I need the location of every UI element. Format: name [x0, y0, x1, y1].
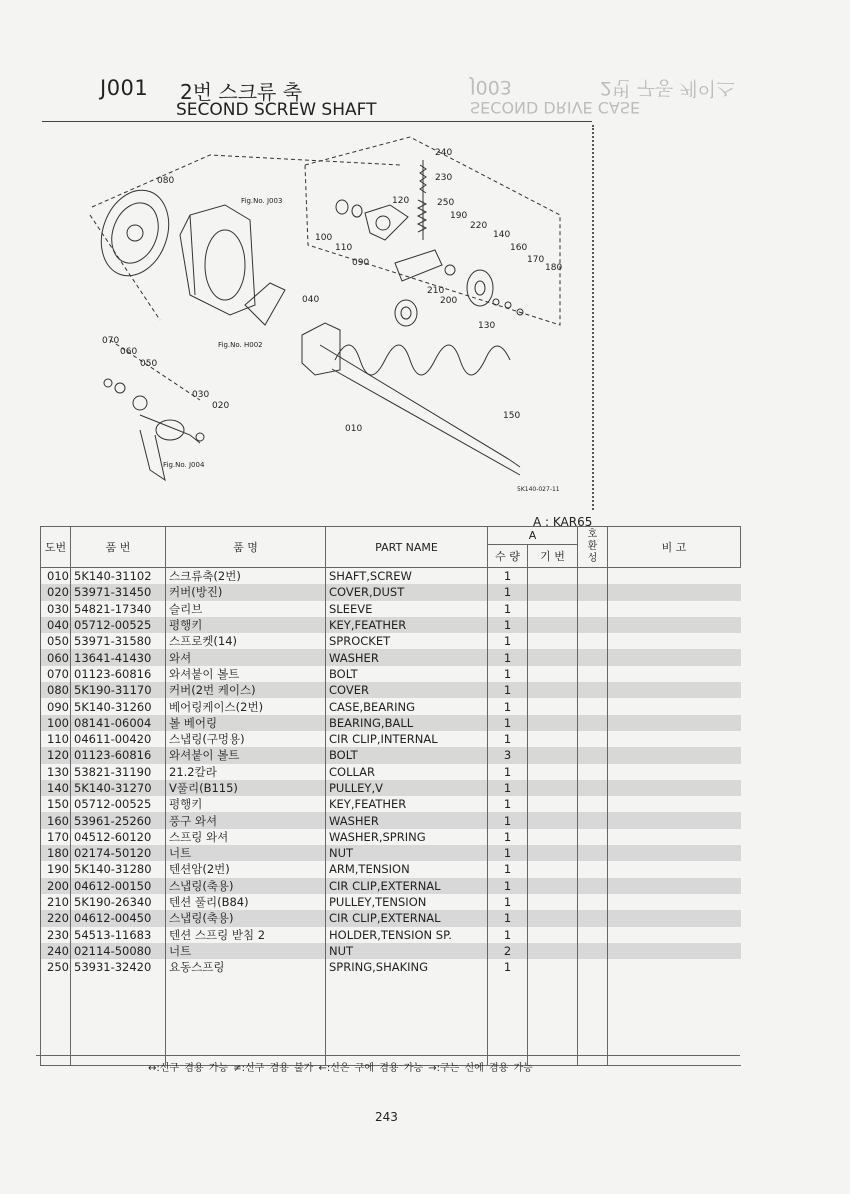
row-remarks: [608, 812, 741, 828]
row-part-name: KEY,FEATHER: [326, 796, 488, 812]
row-qty: 1: [488, 910, 528, 926]
callout-100: 100: [315, 233, 333, 243]
row-no: 230: [41, 927, 71, 943]
row-part-name: CASE,BEARING: [326, 698, 488, 714]
row-base: [528, 731, 578, 747]
row-qty: 1: [488, 894, 528, 910]
cover-plate: [90, 181, 180, 286]
row-part-name: PULLEY,V: [326, 780, 488, 796]
row-qty: 1: [488, 861, 528, 877]
empty-cell: [488, 975, 528, 1066]
row-compat: [578, 601, 608, 617]
callout-060: 060: [120, 347, 138, 357]
row-base: [528, 943, 578, 959]
row-name-korean: 스프링 와셔: [166, 829, 326, 845]
row-base: [528, 698, 578, 714]
row-compat: [578, 894, 608, 910]
row-remarks: [608, 633, 741, 649]
row-part-number: 53971-31450: [71, 584, 166, 600]
callout-240: 240: [435, 148, 453, 158]
row-remarks: [608, 617, 741, 633]
row-part-number: 5K190-31170: [71, 682, 166, 698]
callout-170: 170: [527, 255, 545, 265]
row-no: 100: [41, 715, 71, 731]
row-qty: 1: [488, 584, 528, 600]
row-part-name: NUT: [326, 943, 488, 959]
row-part-name: WASHER,SPRING: [326, 829, 488, 845]
row-name-korean: 너트: [166, 943, 326, 959]
table-row: [41, 633, 741, 649]
row-qty: 1: [488, 829, 528, 845]
row-part-name: SPRING,SHAKING: [326, 959, 488, 975]
callout-040: 040: [302, 295, 320, 305]
row-part-number: 5K140-31280: [71, 861, 166, 877]
row-qty: 2: [488, 943, 528, 959]
row-part-name: ARM,TENSION: [326, 861, 488, 877]
row-part-name: PULLEY,TENSION: [326, 894, 488, 910]
row-name-korean: 스냅링(구멍용): [166, 731, 326, 747]
col-part-no: 품 번: [71, 527, 166, 568]
row-remarks: [608, 927, 741, 943]
callout-020: 020: [212, 401, 230, 411]
row-part-number: 04611-00420: [71, 731, 166, 747]
section-title-english: SECOND SCREW SHAFT: [176, 100, 377, 120]
row-remarks: [608, 649, 741, 665]
row-remarks: [608, 682, 741, 698]
compatibility-legend: ↔:신구 겸용 가능 ≠:신구 겸용 불가 ←:신은 구에 겸용 가능 →:구는 신에 겸용 가능: [148, 1063, 533, 1074]
row-remarks: [608, 894, 741, 910]
row-name-korean: 스냅링(축용): [166, 878, 326, 894]
row-qty: 1: [488, 698, 528, 714]
row-part-number: 53961-25260: [71, 812, 166, 828]
row-qty: 1: [488, 927, 528, 943]
row-base: [528, 845, 578, 861]
row-part-name: CIR CLIP,EXTERNAL: [326, 910, 488, 926]
row-compat: [578, 568, 608, 585]
row-qty: 1: [488, 666, 528, 682]
row-no: 220: [41, 910, 71, 926]
table-row: [41, 845, 741, 861]
row-part-number: 54821-17340: [71, 601, 166, 617]
row-base: [528, 829, 578, 845]
row-remarks: [608, 747, 741, 763]
callout-230: 230: [435, 173, 453, 183]
row-part-number: 01123-60816: [71, 747, 166, 763]
callout-120: 120: [392, 196, 410, 206]
row-no: 210: [41, 894, 71, 910]
row-no: 140: [41, 780, 71, 796]
row-compat: [578, 715, 608, 731]
empty-cell: [41, 975, 71, 1066]
row-part-name: SHAFT,SCREW: [326, 568, 488, 585]
row-base: [528, 715, 578, 731]
row-qty: 1: [488, 682, 528, 698]
col-part-name: PART NAME: [326, 527, 488, 568]
ghost-title: 2번 구동 케이스: [600, 77, 735, 99]
row-part-name: SLEEVE: [326, 601, 488, 617]
table-row: [41, 649, 741, 665]
row-base: [528, 959, 578, 975]
exploded-diagram: [40, 125, 595, 510]
row-compat: [578, 796, 608, 812]
fig-ref-j003: Fig.No. J003: [241, 197, 283, 205]
row-name-korean: 요동스프링: [166, 959, 326, 975]
row-qty: 1: [488, 959, 528, 975]
row-compat: [578, 812, 608, 828]
callout-080: 080: [157, 176, 175, 186]
row-name-korean: 풍구 와셔: [166, 812, 326, 828]
row-name-korean: 베어링케이스(2번): [166, 698, 326, 714]
header-rule: [42, 121, 592, 122]
row-qty: 1: [488, 568, 528, 585]
row-compat: [578, 633, 608, 649]
empty-cell: [326, 975, 488, 1066]
row-compat: [578, 747, 608, 763]
row-part-name: CIR CLIP,EXTERNAL: [326, 878, 488, 894]
table-row: [41, 829, 741, 845]
row-qty: 1: [488, 780, 528, 796]
row-remarks: [608, 568, 741, 585]
row-base: [528, 584, 578, 600]
row-name-korean: 텐션 풀리(B84): [166, 894, 326, 910]
row-base: [528, 633, 578, 649]
row-name-korean: 너트: [166, 845, 326, 861]
row-compat: [578, 764, 608, 780]
row-part-number: 02114-50080: [71, 943, 166, 959]
row-compat: [578, 959, 608, 975]
row-compat: [578, 682, 608, 698]
table-row: [41, 617, 741, 633]
col-qty: 수 량: [488, 545, 528, 568]
row-remarks: [608, 584, 741, 600]
row-no: 070: [41, 666, 71, 682]
row-remarks: [608, 943, 741, 959]
row-part-number: 04612-00450: [71, 910, 166, 926]
row-remarks: [608, 731, 741, 747]
row-part-number: 5K140-31102: [71, 568, 166, 585]
row-remarks: [608, 764, 741, 780]
table-row: [41, 747, 741, 763]
row-compat: [578, 731, 608, 747]
table-row: [41, 861, 741, 877]
empty-cell: [71, 975, 166, 1066]
row-remarks: [608, 715, 741, 731]
row-no: 080: [41, 682, 71, 698]
row-part-number: 5K190-26340: [71, 894, 166, 910]
table-row: [41, 584, 741, 600]
row-base: [528, 910, 578, 926]
row-no: 250: [41, 959, 71, 975]
callout-210: 210: [427, 286, 445, 296]
row-no: 040: [41, 617, 71, 633]
ghost-code: J003: [470, 76, 512, 98]
row-base: [528, 682, 578, 698]
row-name-korean: 스프로켓(14): [166, 633, 326, 649]
callout-160: 160: [510, 243, 528, 253]
row-base: [528, 617, 578, 633]
row-part-name: BOLT: [326, 747, 488, 763]
row-part-number: 54513-11683: [71, 927, 166, 943]
row-name-korean: 와셔붙이 볼트: [166, 666, 326, 682]
row-name-korean: 평행키: [166, 796, 326, 812]
callout-190: 190: [450, 211, 468, 221]
table-row: [41, 927, 741, 943]
row-remarks: [608, 698, 741, 714]
row-no: 190: [41, 861, 71, 877]
row-base: [528, 878, 578, 894]
row-base: [528, 747, 578, 763]
callout-010: 010: [345, 424, 363, 434]
row-remarks: [608, 666, 741, 682]
row-compat: [578, 649, 608, 665]
row-compat: [578, 910, 608, 926]
table-row: [41, 796, 741, 812]
row-compat: [578, 584, 608, 600]
row-part-name: COVER,DUST: [326, 584, 488, 600]
row-part-number: 53971-31580: [71, 633, 166, 649]
row-base: [528, 861, 578, 877]
table-row: [41, 780, 741, 796]
row-name-korean: 21.2칼라: [166, 764, 326, 780]
row-name-korean: 스크류축(2번): [166, 568, 326, 585]
row-qty: 1: [488, 764, 528, 780]
fig-ref-h002: Fig.No. H002: [218, 341, 263, 349]
row-name-korean: 슬리브: [166, 601, 326, 617]
row-part-number: 5K140-31270: [71, 780, 166, 796]
row-name-korean: 평행키: [166, 617, 326, 633]
row-qty: 1: [488, 731, 528, 747]
callout-220: 220: [470, 221, 488, 231]
row-base: [528, 927, 578, 943]
row-base: [528, 812, 578, 828]
row-part-number: 01123-60816: [71, 666, 166, 682]
row-no: 160: [41, 812, 71, 828]
row-name-korean: 와셔: [166, 649, 326, 665]
row-name-korean: 텐션암(2번): [166, 861, 326, 877]
parts-table: [40, 526, 741, 1066]
col-base: 기 번: [528, 545, 578, 568]
row-remarks: [608, 910, 741, 926]
table-row: [41, 959, 741, 975]
col-compat: 호환성: [578, 527, 608, 568]
row-no: 090: [41, 698, 71, 714]
table-row: [41, 698, 741, 714]
row-name-korean: 텐션 스프링 받침 2: [166, 927, 326, 943]
callout-250: 250: [437, 198, 455, 208]
row-base: [528, 764, 578, 780]
section-title-korean: 2번 스크류 축: [180, 80, 303, 104]
row-remarks: [608, 878, 741, 894]
row-no: 240: [41, 943, 71, 959]
row-no: 200: [41, 878, 71, 894]
table-row: [41, 666, 741, 682]
row-remarks: [608, 959, 741, 975]
row-remarks: [608, 861, 741, 877]
row-part-name: BOLT: [326, 666, 488, 682]
row-compat: [578, 829, 608, 845]
row-name-korean: 스냅링(축용): [166, 910, 326, 926]
row-part-name: NUT: [326, 845, 488, 861]
parts-rows: [41, 568, 741, 1066]
row-no: 010: [41, 568, 71, 585]
row-no: 110: [41, 731, 71, 747]
empty-cell: [578, 975, 608, 1066]
row-base: [528, 601, 578, 617]
row-name-korean: V풀리(B115): [166, 780, 326, 796]
callout-110: 110: [335, 243, 353, 253]
page-number: 243: [375, 1110, 398, 1124]
col-group-a: A: [488, 527, 578, 545]
empty-cell: [528, 975, 578, 1066]
row-part-number: 53931-32420: [71, 959, 166, 975]
row-part-number: 05712-00525: [71, 796, 166, 812]
table-row: [41, 878, 741, 894]
row-name-korean: 커버(2번 케이스): [166, 682, 326, 698]
row-part-number: 13641-41430: [71, 649, 166, 665]
row-part-number: 05712-00525: [71, 617, 166, 633]
row-qty: 3: [488, 747, 528, 763]
row-part-name: HOLDER,TENSION SP.: [326, 927, 488, 943]
row-part-name: KEY,FEATHER: [326, 617, 488, 633]
row-base: [528, 796, 578, 812]
empty-cell: [166, 975, 326, 1066]
row-base: [528, 649, 578, 665]
row-part-name: CIR CLIP,INTERNAL: [326, 731, 488, 747]
row-qty: 1: [488, 601, 528, 617]
table-row: [41, 731, 741, 747]
drawing-number: 5K140-027-11: [517, 486, 560, 493]
row-qty: 1: [488, 649, 528, 665]
table-row: [41, 812, 741, 828]
row-qty: 1: [488, 878, 528, 894]
row-part-name: COLLAR: [326, 764, 488, 780]
callout-150: 150: [503, 411, 521, 421]
fig-ref-j004: Fig.No. J004: [163, 461, 205, 469]
callout-140: 140: [493, 230, 511, 240]
table-row: [41, 601, 741, 617]
row-name-korean: 볼 베어링: [166, 715, 326, 731]
callout-090: 090: [352, 258, 370, 268]
row-part-number: 53821-31190: [71, 764, 166, 780]
row-compat: [578, 943, 608, 959]
row-no: 030: [41, 601, 71, 617]
row-part-name: SPROCKET: [326, 633, 488, 649]
section-code: J001: [100, 76, 149, 100]
row-qty: 1: [488, 796, 528, 812]
row-remarks: [608, 780, 741, 796]
row-compat: [578, 878, 608, 894]
row-compat: [578, 698, 608, 714]
row-compat: [578, 666, 608, 682]
row-qty: 1: [488, 845, 528, 861]
row-no: 120: [41, 747, 71, 763]
callout-030: 030: [192, 390, 210, 400]
row-no: 020: [41, 584, 71, 600]
row-qty: 1: [488, 617, 528, 633]
row-base: [528, 666, 578, 682]
row-part-name: WASHER: [326, 812, 488, 828]
row-part-number: 02174-50120: [71, 845, 166, 861]
row-no: 050: [41, 633, 71, 649]
callout-070: 070: [102, 336, 120, 346]
row-compat: [578, 845, 608, 861]
row-part-number: 5K140-31260: [71, 698, 166, 714]
empty-cell: [608, 975, 741, 1066]
table-row: [41, 910, 741, 926]
row-part-name: COVER: [326, 682, 488, 698]
row-compat: [578, 861, 608, 877]
row-remarks: [608, 601, 741, 617]
col-remarks: 비 고: [608, 527, 741, 568]
model-reference: A : KAR65: [533, 515, 593, 529]
callout-130: 130: [478, 321, 496, 331]
row-compat: [578, 617, 608, 633]
callout-050: 050: [140, 359, 158, 369]
row-part-name: WASHER: [326, 649, 488, 665]
row-compat: [578, 927, 608, 943]
row-part-number: 04612-00150: [71, 878, 166, 894]
table-row: [41, 764, 741, 780]
table-filler: [41, 975, 741, 1066]
row-part-number: 08141-06004: [71, 715, 166, 731]
callout-200: 200: [440, 296, 458, 306]
row-compat: [578, 780, 608, 796]
table-row: [41, 682, 741, 698]
row-base: [528, 780, 578, 796]
table-row: [41, 715, 741, 731]
row-name-korean: 커버(방진): [166, 584, 326, 600]
row-qty: 1: [488, 633, 528, 649]
row-remarks: [608, 796, 741, 812]
row-no: 180: [41, 845, 71, 861]
footer-rule: [36, 1055, 740, 1056]
col-name-kor: 품 명: [166, 527, 326, 568]
row-name-korean: 와셔붙이 볼트: [166, 747, 326, 763]
row-no: 060: [41, 649, 71, 665]
row-remarks: [608, 829, 741, 845]
table-row: [41, 943, 741, 959]
row-qty: 1: [488, 715, 528, 731]
row-remarks: [608, 845, 741, 861]
table-row: [41, 894, 741, 910]
ghost-subtitle: SECOND DRIVE CASE: [470, 98, 641, 117]
table-row: [41, 568, 741, 585]
row-no: 150: [41, 796, 71, 812]
row-base: [528, 568, 578, 585]
row-qty: 1: [488, 812, 528, 828]
row-part-number: 04512-60120: [71, 829, 166, 845]
col-no: 도번: [41, 527, 71, 568]
row-part-name: BEARING,BALL: [326, 715, 488, 731]
row-base: [528, 894, 578, 910]
row-no: 130: [41, 764, 71, 780]
callout-180: 180: [545, 263, 563, 273]
row-no: 170: [41, 829, 71, 845]
